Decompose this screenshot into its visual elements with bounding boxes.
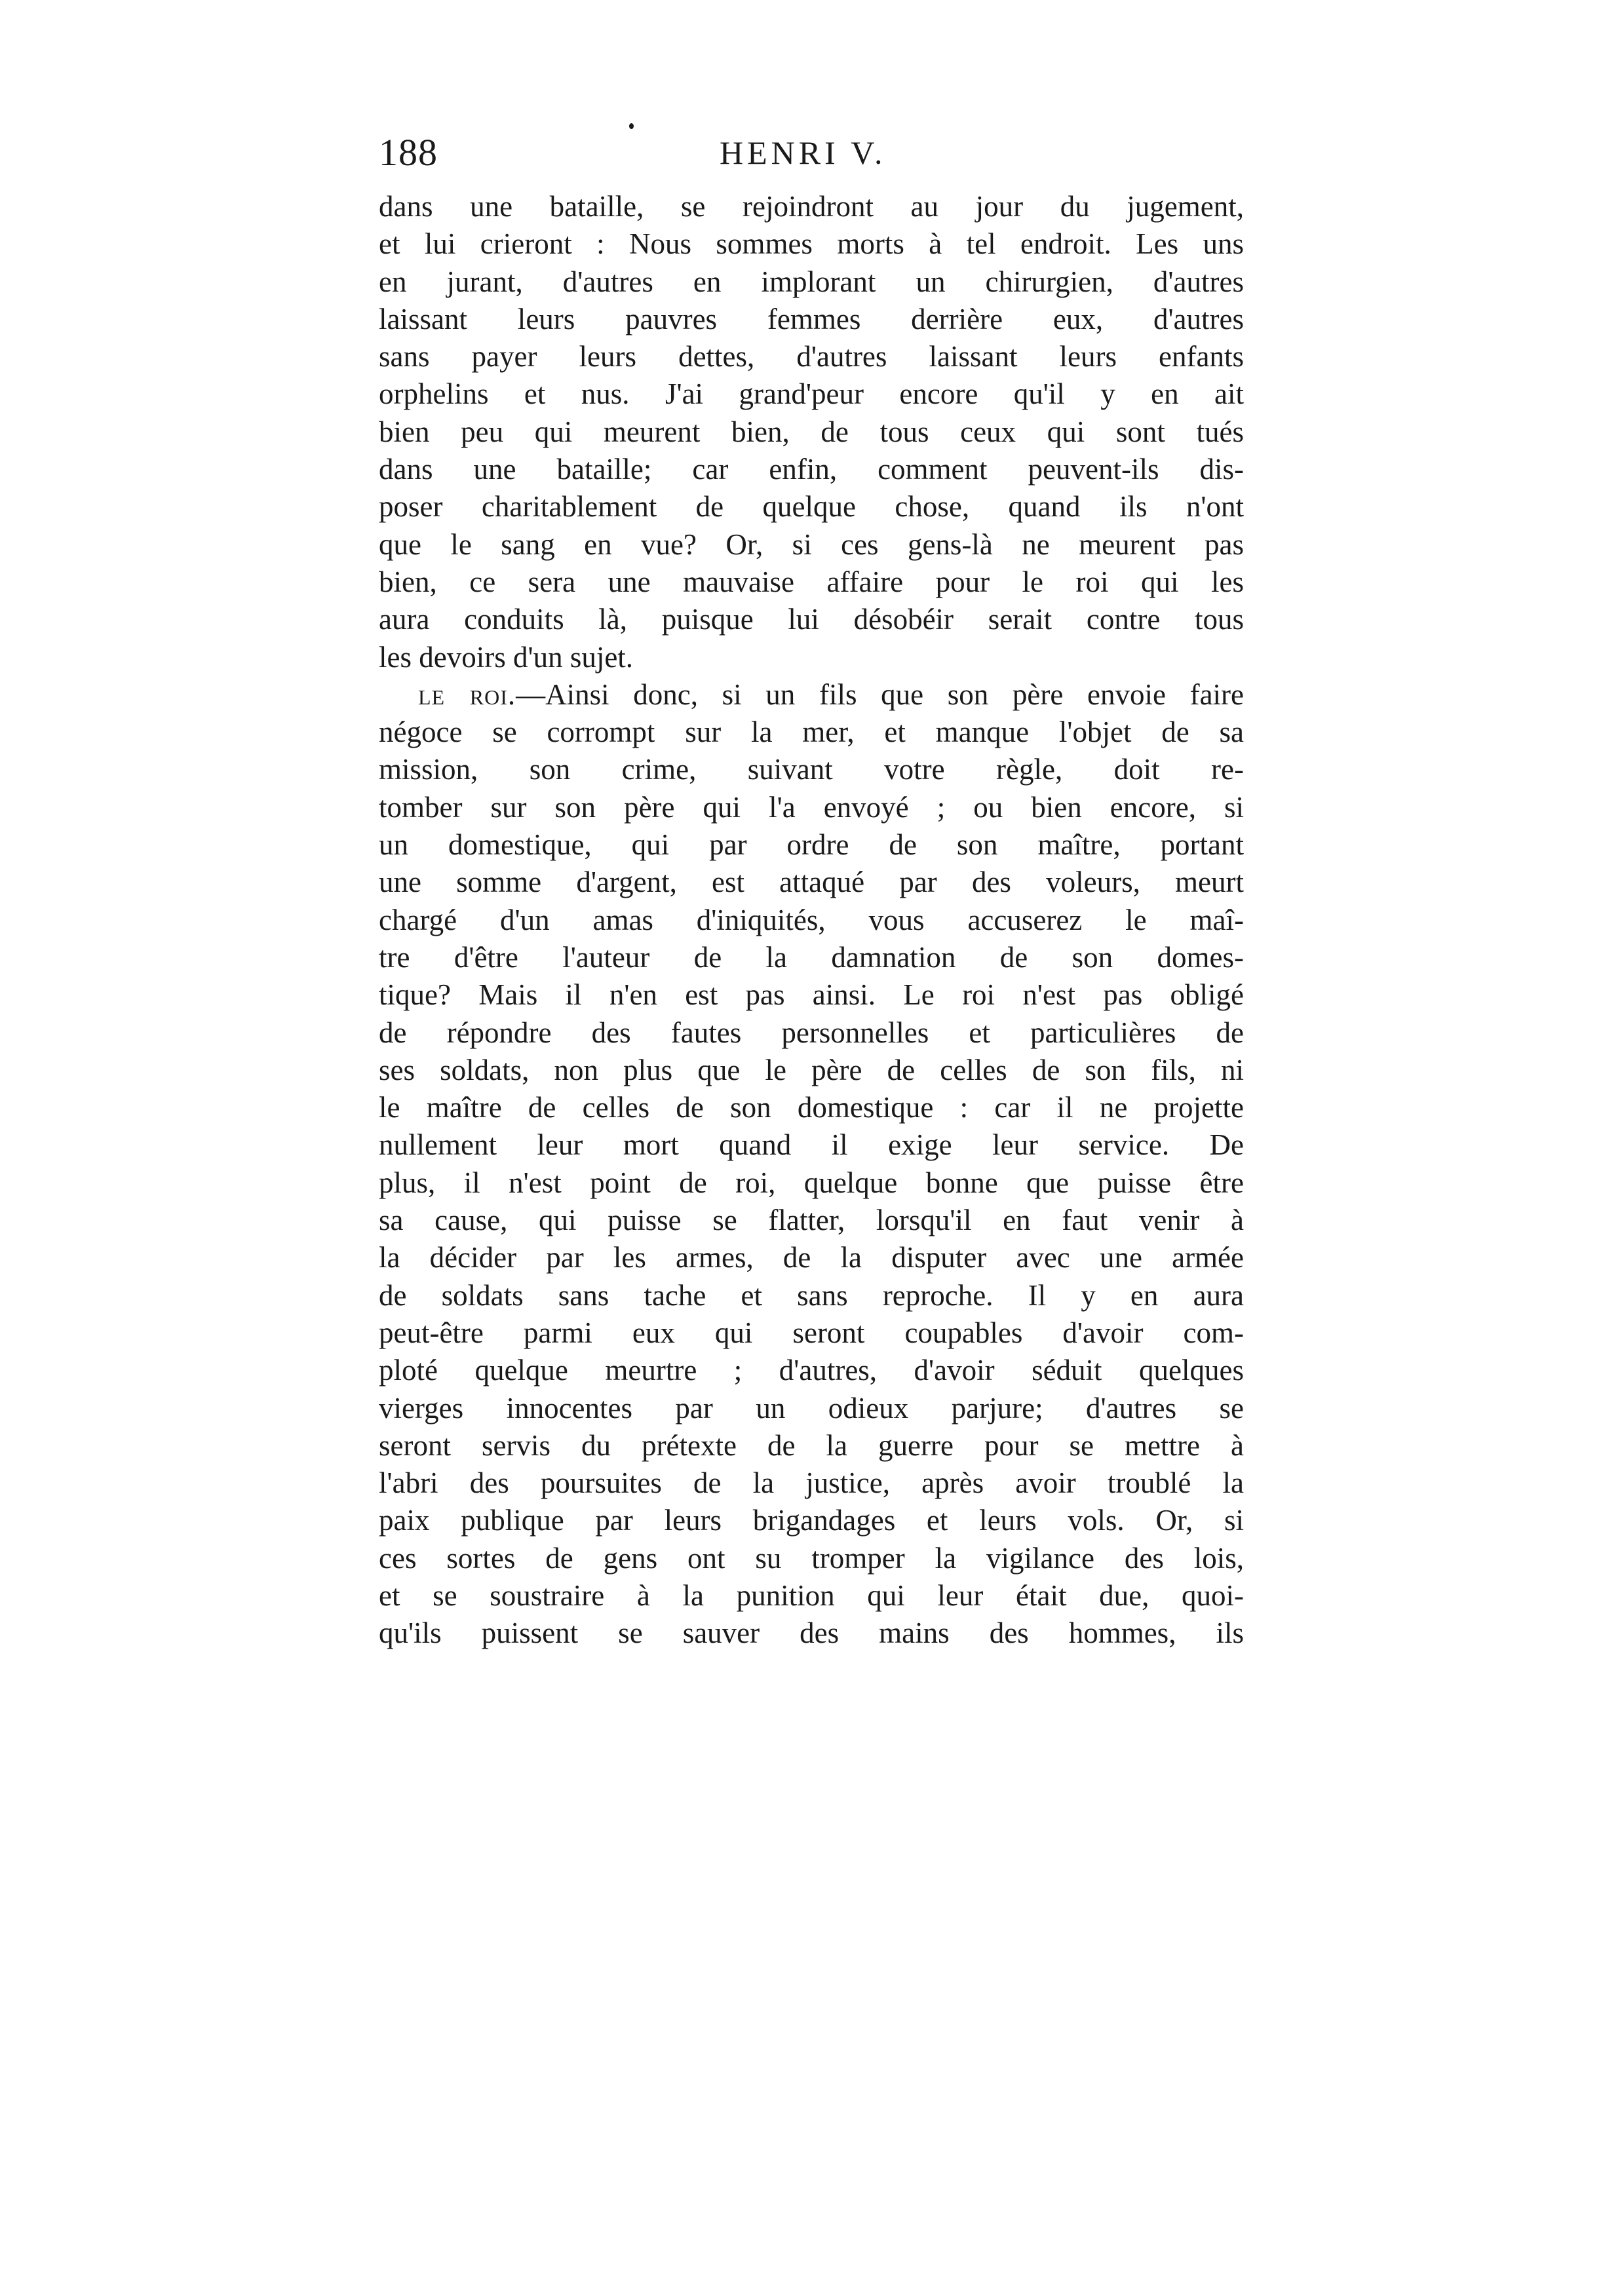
- text-line: de répondre des fautes personnelles et particulières de: [379, 1016, 1244, 1049]
- text-line: chargé d'un amas d'iniquités, vous accuserez le maî-: [379, 903, 1244, 936]
- text-line: dans une bataille, se rejoindront au jour du jugement,: [379, 190, 1244, 223]
- text-line: en jurant, d'autres en implorant un chirurgien, d'autres: [379, 265, 1244, 298]
- text-line: seront servis du prétexte de la guerre pour se mettre à: [379, 1428, 1244, 1462]
- text-line: un domestique, qui par ordre de son maître, portant: [379, 828, 1244, 862]
- text-line: qu'ils puissent se sauver des mains des hommes, ils: [379, 1617, 1244, 1650]
- text-line: mission, son crime, suivant votre règle, doit re-: [379, 753, 1244, 786]
- text-line: sa cause, qui puisse se flatter, lorsqu'il en faut venir à: [379, 1204, 1244, 1237]
- text-line: sans payer leurs dettes, d'autres laissant leurs enfants: [379, 340, 1244, 373]
- text-line: une somme d'argent, est attaqué par des voleurs, meurt: [379, 866, 1244, 899]
- text-line: tre d'être l'auteur de la damnation de son domes-: [379, 940, 1244, 974]
- text-line: tique? Mais il n'en est pas ainsi. Le roi n'est pas obligé: [379, 978, 1244, 1012]
- page-number: 188: [379, 131, 438, 174]
- speech-text: —Ainsi donc, si un fils que son père envoie faire: [516, 678, 1244, 711]
- text-line: dans une bataille; car enfin, comment peuvent-ils dis-: [379, 453, 1244, 486]
- text-line: l'abri des poursuites de la justice, après avoir troublé la: [379, 1466, 1244, 1500]
- text-line: ploté quelque meurtre ; d'autres, d'avoir séduit quelques: [379, 1354, 1244, 1387]
- text-line: de soldats sans tache et sans reproche. Il y en aura: [379, 1278, 1244, 1312]
- page-header: [379, 130, 1244, 176]
- ink-dot-mark: [629, 123, 634, 129]
- paragraph-1: [379, 188, 1244, 676]
- text-line: paix publique par leurs brigandages et leurs vols. Or, si: [379, 1504, 1244, 1537]
- text-line: nullement leur mort quand il exige leur service. De: [379, 1128, 1244, 1162]
- text-line: peut-être parmi eux qui seront coupables d'avoir com-: [379, 1316, 1244, 1349]
- text-line: plus, il n'est point de roi, quelque bonne que puisse être: [379, 1166, 1244, 1199]
- text-line: la décider par les armes, de la disputer avec une armée: [379, 1241, 1244, 1274]
- text-line: les devoirs d'un sujet.: [379, 640, 634, 674]
- text-line: bien, ce sera une mauvaise affaire pour le roi qui les: [379, 565, 1244, 598]
- text-line: que le sang en vue? Or, si ces gens-là ne meurent pas: [379, 527, 1244, 561]
- text-line: orphelins et nus. J'ai grand'peur encore qu'il y en ait: [379, 377, 1244, 411]
- text-line: ces sortes de gens ont su tromper la vigilance des lois,: [379, 1541, 1244, 1575]
- text-line: le maître de celles de son domestique : car il ne projette: [379, 1091, 1244, 1124]
- text-line: tomber sur son père qui l'a envoyé ; ou bien encore, si: [379, 790, 1244, 824]
- paragraph-2: [379, 676, 1244, 1653]
- text-line: et se soustraire à la punition qui leur était due, quoi-: [379, 1578, 1244, 1612]
- text-line: laissant leurs pauvres femmes derrière eux, d'autres: [379, 302, 1244, 335]
- text-line: bien peu qui meurent bien, de tous ceux qui sont tués: [379, 415, 1244, 448]
- body-text: [379, 188, 1244, 1653]
- text-line: vierges innocentes par un odieux parjure; d'autres se: [379, 1391, 1244, 1425]
- speaker-name: le roi.: [418, 678, 516, 711]
- speech-first-line: [379, 676, 1244, 714]
- text-line: ses soldats, non plus que le père de celles de son fils, ni: [379, 1053, 1244, 1086]
- text-line: poser charitablement de quelque chose, quand ils n'ont: [379, 490, 1244, 524]
- text-line: aura conduits là, puisque lui désobéir serait contre tous: [379, 603, 1244, 636]
- running-title: HENRI V.: [720, 134, 887, 171]
- text-line: négoce se corrompt sur la mer, et manque l'objet de sa: [379, 716, 1244, 749]
- text-line: et lui crieront : Nous sommes morts à tel endroit. Les uns: [379, 227, 1244, 261]
